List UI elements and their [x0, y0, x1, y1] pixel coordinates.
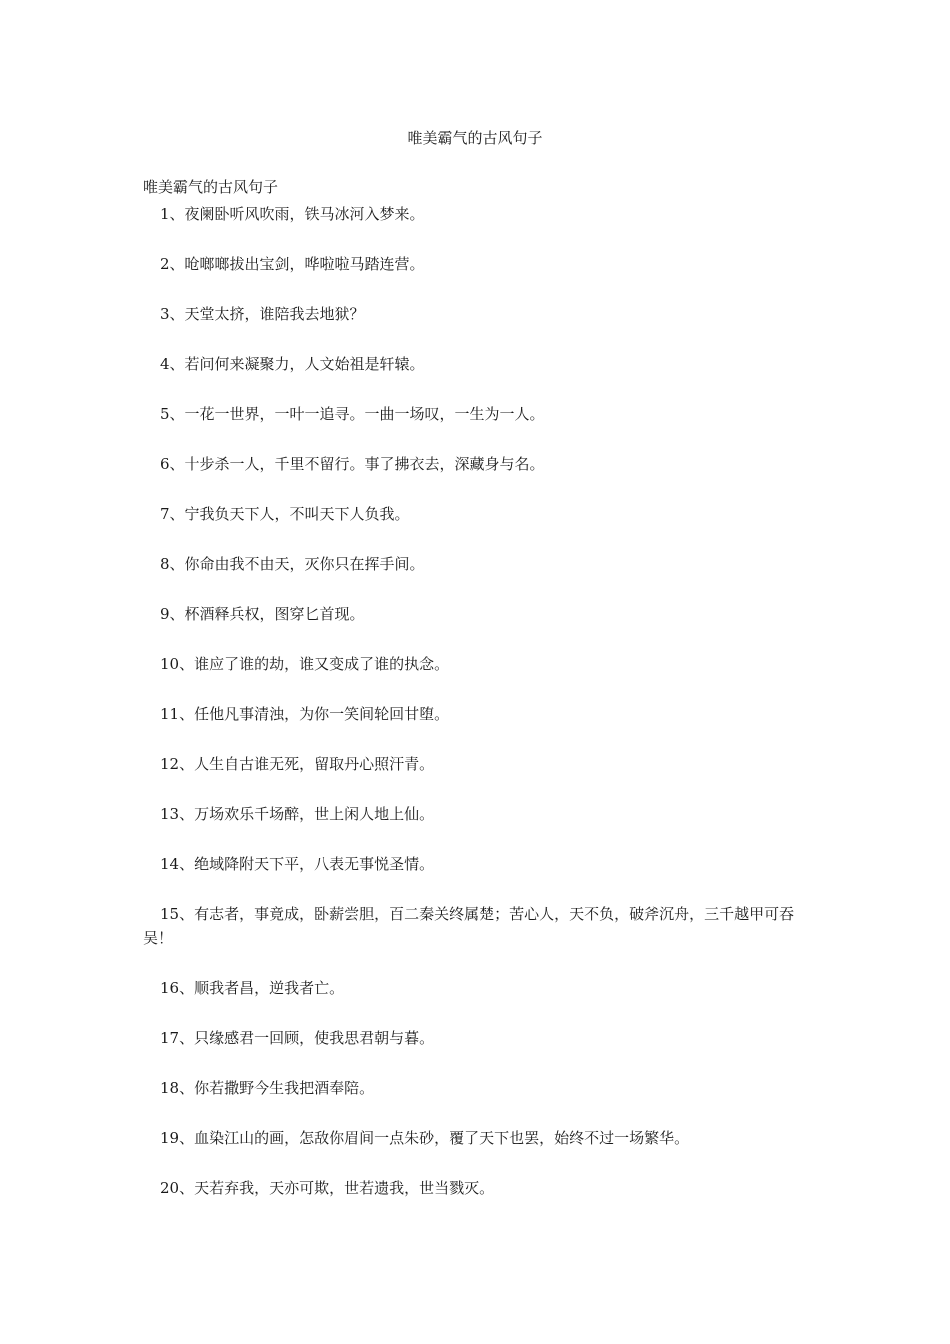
- sentence-item: 3、天堂太挤，谁陪我去地狱？: [160, 305, 365, 323]
- sentence-item: 6、十步杀一人，千里不留行。事了拂衣去，深藏身与名。: [160, 455, 545, 473]
- sentence-item: 12、人生自古谁无死，留取丹心照汗青。: [160, 755, 435, 773]
- sentence-item: 4、若问何来凝聚力，人文始祖是轩辕。: [160, 355, 425, 373]
- sentence-item: 19、血染江山的画，怎敌你眉间一点朱砂，覆了天下也罢，始终不过一场繁华。: [160, 1129, 690, 1147]
- sentence-item: 14、绝域降附天下平，八表无事悦圣情。: [160, 855, 435, 873]
- sentence-item: 15、有志者，事竟成，卧薪尝胆，百二秦关终属楚；苦心人，天不负，破斧沉舟，三千越甲可吞吴！: [143, 905, 795, 947]
- sentence-item: 10、谁应了谁的劫，谁又变成了谁的执念。: [160, 655, 450, 673]
- sentence-item: 16、顺我者昌，逆我者亡。: [160, 979, 345, 997]
- sentence-item: 13、万场欢乐千场醉，世上闲人地上仙。: [160, 805, 435, 823]
- sentence-item: 11、任他凡事清浊，为你一笑间轮回甘堕。: [160, 705, 450, 723]
- page-title: 唯美霸气的古风句子: [407, 129, 543, 147]
- sentence-item: 7、宁我负天下人，不叫天下人负我。: [160, 505, 410, 523]
- section-heading: 唯美霸气的古风句子: [143, 178, 279, 196]
- sentence-item: 20、天若弃我，天亦可欺，世若遗我，世当戮灭。: [160, 1179, 495, 1197]
- sentence-list: [143, 202, 807, 1226]
- sentence-item: 5、一花一世界，一叶一追寻。一曲一场叹，一生为一人。: [160, 405, 545, 423]
- sentence-item: 8、你命由我不由天，灭你只在挥手间。: [160, 555, 425, 573]
- sentence-item: 17、只缘感君一回顾，使我思君朝与暮。: [160, 1029, 435, 1047]
- sentence-item: 1、夜阑卧听风吹雨，铁马冰河入梦来。: [160, 205, 425, 223]
- sentence-item: 18、你若撒野今生我把酒奉陪。: [160, 1079, 375, 1097]
- sentence-item: 2、呛啷啷拔出宝剑，哗啦啦马踏连营。: [160, 255, 425, 273]
- sentence-item: 9、杯酒释兵权，图穿匕首现。: [160, 605, 365, 623]
